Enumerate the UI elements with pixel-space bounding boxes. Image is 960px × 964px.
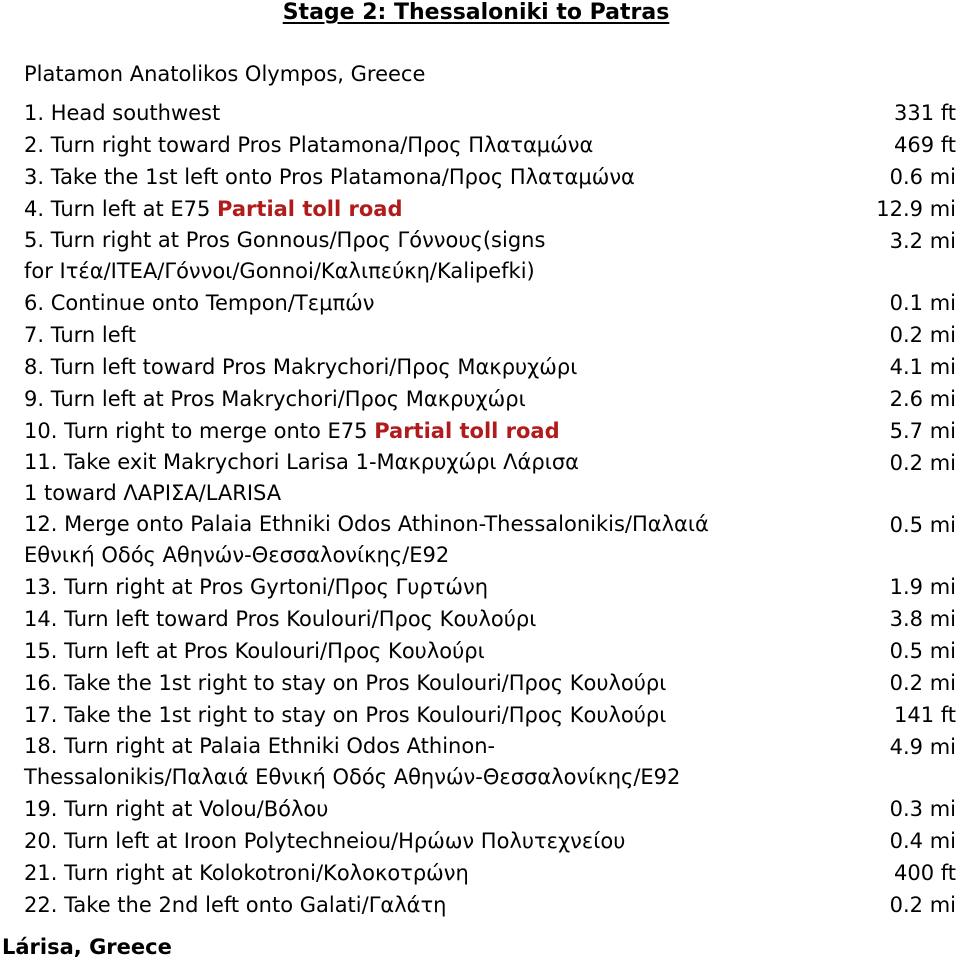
step-distance: 0.2 mi [889, 451, 956, 475]
step-text: 7. Turn left [24, 323, 136, 347]
step-instruction [24, 383, 526, 415]
toll-road-label: Partial toll road [374, 419, 560, 443]
step-text: 11. Take exit Makrychori Larisa 1-Μακρυχώρι Λάρισα 1 toward ΛΑΡΙΣΑ/LARISA [24, 450, 579, 505]
step-distance: 0.5 mi [889, 513, 956, 537]
step-instruction [24, 415, 560, 447]
step-instruction [24, 603, 536, 635]
step-text: 1. Head southwest [24, 101, 221, 125]
step-distance: 3.8 mi [889, 607, 956, 631]
step-instruction [24, 193, 402, 225]
step-text: 20. Turn left at Iroon Polytechneiou/Ηρώων Πολυτεχνείου [24, 829, 626, 853]
step-instruction [24, 161, 635, 193]
step-text: 21. Turn right at Kolokotroni/Κολοκοτρώνη [24, 861, 469, 885]
step-distance: 4.9 mi [889, 735, 956, 759]
step-distance: 5.7 mi [889, 419, 956, 443]
step-distance: 12.9 mi [876, 197, 956, 221]
step-distance: 0.6 mi [889, 165, 956, 189]
step-instruction [24, 225, 545, 287]
step-text: 6. Continue onto Tempon/Τεμπών [24, 291, 375, 315]
direction-step [24, 161, 960, 193]
step-instruction [24, 447, 579, 509]
step-text: 14. Turn left toward Pros Koulouri/Προς Κουλούρι [24, 607, 537, 631]
step-instruction [24, 319, 136, 351]
step-distance: 0.5 mi [889, 639, 956, 663]
direction-step [24, 383, 960, 415]
step-instruction [24, 509, 709, 571]
direction-step [24, 415, 960, 447]
step-text: 17. Take the 1st right to stay on Pros Koulouri/Προς Κουλούρι [24, 703, 667, 727]
step-instruction [24, 699, 666, 731]
direction-step [24, 667, 960, 699]
step-distance: 0.2 mi [889, 323, 956, 347]
step-instruction [24, 129, 593, 161]
direction-step [24, 793, 960, 825]
step-distance: 2.6 mi [889, 387, 956, 411]
step-instruction [24, 351, 577, 383]
step-instruction [24, 667, 666, 699]
step-text: 4. Turn left at E75 [24, 197, 218, 221]
direction-step [24, 319, 960, 351]
step-text: 8. Turn left toward Pros Makrychori/Προς Μακρυχώρι [24, 355, 578, 379]
step-distance: 0.2 mi [889, 893, 956, 917]
directions-list [24, 97, 960, 921]
direction-step [24, 889, 960, 921]
direction-step [24, 731, 960, 793]
direction-step [24, 825, 960, 857]
step-text: 16. Take the 1st right to stay on Pros Koulouri/Προς Κουλούρι [24, 671, 667, 695]
origin-location: Platamon Anatolikos Olympos, Greece [24, 62, 426, 86]
direction-step [24, 193, 960, 225]
step-distance: 0.4 mi [889, 829, 956, 853]
step-text: 22. Take the 2nd left onto Galati/Γαλάτη [24, 893, 447, 917]
direction-step [24, 635, 960, 667]
step-instruction [24, 857, 469, 889]
step-text: 12. Merge onto Palaia Ethniki Odos Athinon-Thessalonikis/Παλαιά Εθνική Οδός Αθηνών-Θεσσαλονίκης/Ε92 [24, 512, 709, 567]
direction-step [24, 603, 960, 635]
step-text: 9. Turn left at Pros Makrychori/Προς Μακρυχώρι [24, 387, 526, 411]
step-instruction [24, 889, 446, 921]
step-distance: 4.1 mi [889, 355, 956, 379]
step-distance: 469 ft [893, 133, 956, 157]
step-text: 19. Turn right at Volou/Βόλου [24, 797, 329, 821]
step-text: 3. Take the 1st left onto Pros Platamona/Προς Πλαταμώνα [24, 165, 635, 189]
destination-location: Lárisa, Greece [2, 935, 172, 959]
direction-step [24, 97, 960, 129]
step-instruction [24, 571, 488, 603]
step-text: 2. Turn right toward Pros Platamona/Προς Πλαταμώνα [24, 133, 594, 157]
page-title: Stage 2: Thessaloniki to Patras [282, 0, 670, 25]
direction-step [24, 287, 960, 319]
step-distance: 141 ft [893, 703, 956, 727]
step-instruction [24, 635, 485, 667]
step-instruction [24, 731, 680, 793]
direction-step [24, 351, 960, 383]
direction-step [24, 857, 960, 889]
direction-step [24, 129, 960, 161]
direction-step [24, 225, 960, 287]
step-text: 13. Turn right at Pros Gyrtoni/Προς Γυρτώνη [24, 575, 489, 599]
step-distance: 0.3 mi [889, 797, 956, 821]
step-text: 18. Turn right at Palaia Ethniki Odos Athinon- Thessalonikis/Παλαιά Εθνική Οδός Αθηνών-Θεσσαλονίκης/Ε92 [24, 734, 681, 789]
step-distance: 1.9 mi [889, 575, 956, 599]
step-instruction [24, 793, 328, 825]
step-distance: 0.2 mi [889, 671, 956, 695]
step-text: 5. Turn right at Pros Gonnous/Προς Γόννους(signs for Ιτέα/ΙΤΕΑ/Γόννοι/Gonnoi/Καλιπεύκη/Kalipefki) [24, 228, 546, 283]
step-text: 10. Turn right to merge onto E75 [24, 419, 375, 443]
step-distance: 331 ft [893, 101, 956, 125]
direction-step [24, 699, 960, 731]
direction-step [24, 447, 960, 509]
step-instruction [24, 825, 625, 857]
step-instruction [24, 287, 374, 319]
step-distance: 400 ft [893, 861, 956, 885]
direction-step [24, 571, 960, 603]
step-distance: 0.1 mi [889, 291, 956, 315]
step-instruction [24, 97, 220, 129]
direction-step [24, 509, 960, 571]
step-text: 15. Turn left at Pros Koulouri/Προς Κουλούρι [24, 639, 485, 663]
toll-road-label: Partial toll road [217, 197, 403, 221]
step-distance: 3.2 mi [889, 229, 956, 253]
